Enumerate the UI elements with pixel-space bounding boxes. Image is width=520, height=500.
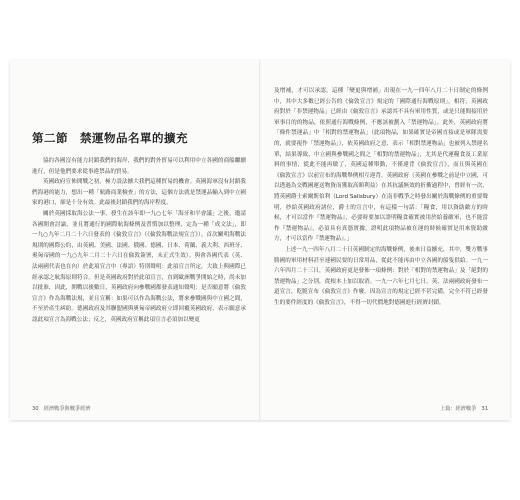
paragraph: 關於英國採取海公法一事，發生在該年即一九○七年「海牙和平會議」之後，邀請各國開會討論，並且將通行的國際航海條例及習慣加以整理，定為一種「成文法」，即一九○九年二月二十六日發表的《倫敦宣言》（《倫敦海戰法規宣言》）。首次關明海戰法規則的國際公約，由英國、美國、法國、俄國、德國、日本、荷蘭、義大利、西班牙、奧匈帝國的一九○九年二月二十六日在倫敦簽署，未正式生效）。與會各國代表（英、法兩國代表也在內）於此項宣言中（專語）特別聲明：此項宣言所定，大致上與國際已經承認之航海原則符合。但是英國政府對於此項宣言，直到歐洲戰爭開始之時，尚未加以批准，因此，開戰以後數日，英國政府向參戰國都發表通知聲明：是否願意將《倫敦宣言》作為海戰法規，並且宣稱：如果可以作為海戰公法，將來參戰國與中立國之間，不至於產生糾紛。德國政府及其聯盟國與奧匈帝國政府立即回覆英國政府，表示願意承認此項宣言為海戰公法；反之，英國政府宣稱此項宣言必須加以變更	[32, 210, 246, 323]
page-footer-right: 上篇：經濟戰爭 31	[439, 406, 488, 412]
paragraph: 上述一九一四年八月二十日英國制定的海戰條例，後來日益擴充，其中，雙方戰事勝國的軍用材料甚至連國民要的日常用品，從此不能再由中立各國的船隻供給。一九一六年四月二十三日，英國政府更是發佈一項條例：對於「相對的禁運物品」及「絕對的禁運物品」之分別，從根本上加以取消。一九一六年七月七日，英、法兩國政府發布一道宣言，乾脆宣布《倫敦宣言》作廢。因為宣言的規定已經不甚完備，完全不符已經發生的要件經度的《倫敦宣言》，不得一切代價地對德國進行經濟封鎖。	[274, 246, 488, 306]
paragraph: 及增補，才可以承認，這種「變更與增補」出現在一九一四年八月二十日制定的條例中，其中大多數已經公告的《倫敦宣言》規定的「國際通行海戰原則」，相符，英國政府對於「非禁運物品」已經由《倫敦宣言》承認其不具有軍用性質，或是只能間接用於軍事目的的物品，依照通行海戰條例，不應該被劃入「禁運物品」。此外，英國政府將「條件禁運品」中「相對的禁運物品」（此項物品，如果確實是帝國直接或是軍隊需要的，就要視作「禁運物品」），依英國政府之意，表示「相對禁運物品」也被列入禁運名單，結果導致，中立國與參戰國之間之「相對的禁運物品」，尤其是代運糧食及工業原料的事情，從此不能再做了，英國這種舉動，不僅違背《倫敦宣言》，而且與英國在《倫敦宣言》以前宣布的海戰舉例相互違背，英國政府（英國在參戰之前是中立國，可以透過為交戰國運送物資而獲取高額利益）在其抗議無效的折衝過程中，曾經有一次，將英國爵士索爾斯伯利（Lord Salisbury）在南非戰爭之時發出關於海戰條例的重要聲明，抄給英國政府諸位，爵士的宣言中，有這樣一句話：「糧食，用以資助敵方的時候，才可以當作『禁運物品』，必要時要加以證明糧食確實被用於給養敵軍，也不能當作『禁運物品』，必須具有真憑實據，證明此項物品被在運的時候確實是用來資助敵方，才可以當作『禁運物品』。」	[274, 88, 488, 243]
paragraph: 協約各國沒有能力封鎖我們的海岸，我們的對外貿易可以利用中立各國的商船繼續進行，但是他們要求從事違禁品的貿易。	[32, 158, 246, 175]
paragraph: 英國政府宣佈開戰之初，極力設法擴大我們這種貿易的機會。英國海軍沒有封鎖我們海港的能力，想出一種「航路商業檢查」的方法，這個方法就是禁運品輸入到中立國家的港口，卻是十分有效。此最後封鎖我們的海岸程度。	[32, 179, 246, 207]
left-page	[10, 60, 260, 420]
book-spread	[10, 60, 510, 420]
section-title: 第二節 禁運物品名單的擴充	[32, 131, 188, 145]
page-footer-left: 30 經濟戰爭與戰爭經濟	[32, 406, 91, 412]
right-page	[260, 60, 510, 420]
